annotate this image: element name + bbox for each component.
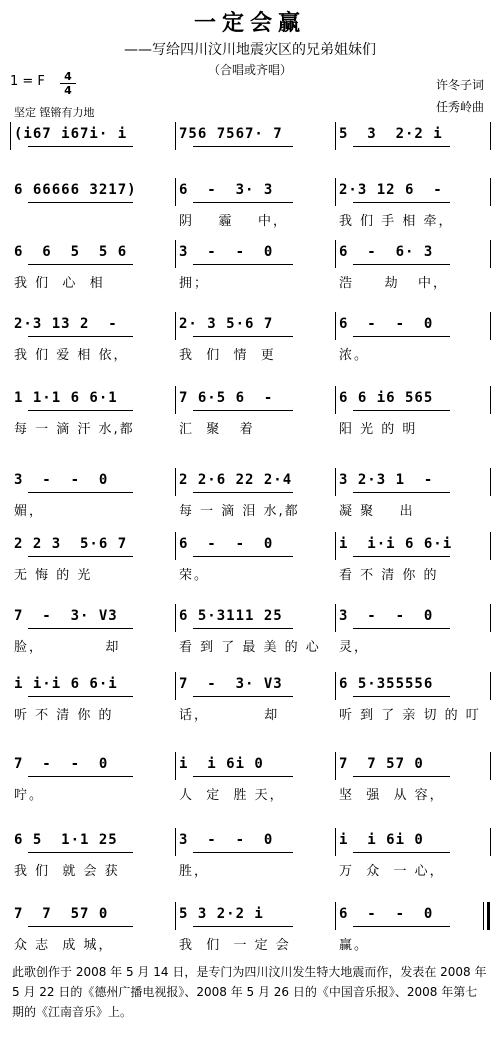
bar-line — [335, 828, 336, 856]
measure — [335, 312, 492, 338]
final-bar-thin — [483, 902, 484, 930]
score-row — [0, 752, 500, 810]
measure — [175, 752, 335, 778]
notation-line — [10, 532, 492, 560]
bar-line — [490, 122, 491, 150]
notation-line — [10, 604, 492, 632]
measure-notes: (i67 i67i· i — [14, 126, 128, 142]
measure — [335, 672, 492, 698]
measure — [10, 312, 175, 338]
notation-line — [10, 178, 492, 206]
score-row — [0, 178, 500, 236]
beam-line — [28, 264, 133, 265]
bar-line — [335, 902, 336, 930]
beam-line — [353, 264, 450, 265]
bar-line — [175, 122, 176, 150]
measure — [10, 752, 175, 778]
measure — [175, 468, 335, 494]
notation-line — [10, 312, 492, 340]
beam-line — [28, 146, 133, 147]
bar-line — [175, 386, 176, 414]
measure-notes: 6 - - 0 — [339, 316, 434, 332]
measure-notes: i i·i 6 6·i — [14, 676, 118, 692]
song-title: 一定会赢 — [193, 11, 306, 36]
beam-line — [353, 556, 450, 557]
score-row — [0, 468, 500, 526]
lyrics-line — [10, 934, 492, 952]
lyrics-line — [10, 860, 492, 878]
measure — [335, 240, 492, 266]
score-row — [0, 240, 500, 298]
lyrics-line — [10, 154, 492, 172]
measure — [175, 312, 335, 338]
beam-line — [353, 336, 450, 337]
measure-notes: 756 7567· 7 — [179, 126, 283, 142]
lyric-segment: 阴 霾 中， — [179, 214, 289, 229]
bar-line — [175, 604, 176, 632]
beam-line — [28, 336, 133, 337]
measure-notes: 3 2·3 1 - — [339, 472, 434, 488]
measure-notes: 6 66666 3217) — [14, 182, 137, 198]
measure-notes: i i 6i 0 — [179, 756, 264, 772]
lyric-segment: 脸， 却 — [14, 640, 121, 655]
measure — [335, 604, 492, 630]
beam-line — [193, 696, 293, 697]
measure-notes: 2 2·6 22 2·4 — [179, 472, 293, 488]
lyrics-line — [10, 564, 492, 582]
measure — [335, 468, 492, 494]
score-row — [0, 902, 500, 960]
lyric-segment: 媚， — [14, 504, 45, 519]
lyric-segment: 我 们 一 定 会 — [179, 938, 291, 953]
bar-line — [335, 604, 336, 632]
measure-notes: 7 - - 0 — [14, 756, 109, 772]
lyric-segment: 赢。 — [339, 938, 370, 953]
final-bar-line — [487, 902, 490, 930]
beam-line — [353, 628, 450, 629]
beam-line — [28, 852, 133, 853]
lyric-segment: 荣。 — [179, 568, 210, 583]
bar-line — [490, 240, 491, 268]
notation-line — [10, 672, 492, 700]
measure — [335, 386, 492, 412]
measure-notes: 7 6·5 6 - — [179, 390, 274, 406]
time-signature — [60, 70, 76, 97]
bar-line — [175, 672, 176, 700]
notation-line — [10, 752, 492, 780]
measure-notes: 3 - - 0 — [339, 608, 434, 624]
measure — [335, 122, 492, 148]
bar-line — [335, 240, 336, 268]
measure — [10, 240, 175, 266]
measure — [10, 604, 175, 630]
score-row — [0, 672, 500, 730]
bar-line — [335, 312, 336, 340]
beam-line — [28, 926, 133, 927]
bar-line — [175, 902, 176, 930]
bar-line — [490, 468, 491, 496]
song-subtitle: ——写给四川汶川地震灾区的兄弟姐妹们 — [124, 42, 376, 58]
measure — [335, 532, 492, 558]
lyrics-line — [10, 210, 492, 228]
lyric-segment: 我 们 情 更 — [179, 348, 276, 363]
measure-notes: 6 - 3· 3 — [179, 182, 274, 198]
beam-line — [193, 492, 293, 493]
beam-line — [28, 202, 133, 203]
lyric-segment: 听 不 清 你 的 — [14, 708, 114, 723]
lyrics-line — [10, 784, 492, 802]
bar-line — [175, 532, 176, 560]
measure-notes: i i·i 6 6·i — [339, 536, 453, 552]
beam-line — [353, 146, 450, 147]
beam-line — [353, 492, 450, 493]
lyric-segment: 万 众 一 心， — [339, 864, 445, 879]
bar-line — [175, 312, 176, 340]
performance-note: （合唱或齐唱） — [207, 63, 292, 77]
lyric-segment: 咛。 — [14, 788, 45, 803]
measure — [335, 752, 492, 778]
beam-line — [353, 410, 450, 411]
bar-line — [490, 312, 491, 340]
measure — [175, 672, 335, 698]
measure-notes: 6 - - 0 — [339, 906, 434, 922]
bar-line — [175, 752, 176, 780]
beam-line — [193, 264, 293, 265]
lyrics-line — [10, 418, 492, 436]
lyrics-line — [10, 636, 492, 654]
bar-line — [175, 468, 176, 496]
measure-notes: 5 3 2·2 i — [179, 906, 264, 922]
lyric-segment: 浓。 — [339, 348, 370, 363]
beam-line — [28, 556, 133, 557]
notation-line — [10, 122, 492, 150]
bar-line — [490, 532, 491, 560]
measure — [10, 178, 175, 204]
lyric-segment: 拥； — [179, 276, 210, 291]
bar-line — [490, 828, 491, 856]
measure-notes: 7 7 57 0 — [14, 906, 109, 922]
measure-notes: 2·3 12 6 - — [339, 182, 443, 198]
lyrics-line — [10, 704, 492, 722]
notation-line — [10, 386, 492, 414]
measure-notes: 6 6 i6 565 — [339, 390, 434, 406]
time-bottom: 4 — [64, 84, 72, 97]
measure — [175, 178, 335, 204]
start-bar-line — [10, 122, 11, 150]
lyric-segment: 每 一 滴 泪 水,都 — [179, 504, 300, 519]
beam-line — [353, 202, 450, 203]
score-row — [0, 312, 500, 370]
measure — [335, 902, 492, 928]
measure-notes: 3 - - 0 — [14, 472, 109, 488]
lyric-segment: 话， 却 — [179, 708, 280, 723]
lyrics-line — [10, 344, 492, 362]
lyric-segment: 每 一 滴 汗 水,都 — [14, 422, 135, 437]
beam-line — [28, 628, 133, 629]
bar-line — [175, 240, 176, 268]
beam-line — [193, 410, 293, 411]
measure-notes: 6 - - 0 — [179, 536, 274, 552]
lyric-segment: 胜， — [179, 864, 210, 879]
lyric-segment: 阳 光 的 明 — [339, 422, 418, 437]
beam-line — [193, 852, 293, 853]
measure-notes: 3 - - 0 — [179, 832, 274, 848]
beam-line — [28, 776, 133, 777]
measure-notes: 6 5 1·1 25 — [14, 832, 118, 848]
bar-line — [490, 672, 491, 700]
measure-notes: 3 - - 0 — [179, 244, 274, 260]
measure — [10, 532, 175, 558]
bar-line — [335, 532, 336, 560]
measure-notes: 2·3 13 2 - — [14, 316, 118, 332]
lyric-segment: 看 不 清 你 的 — [339, 568, 439, 583]
footnote: 此歌创作于 2008 年 5 月 14 日，是专门为四川汶川发生特大地震而作，发表在 2008 年 5 月 22 日的《德州广播电视报》、2008 年 5 月 26 日的《中国音乐报》、2008 年第七期的《江南音乐》上。 — [12, 965, 487, 1019]
measure — [10, 468, 175, 494]
beam-line — [28, 410, 133, 411]
measure-notes: 6 - 6· 3 — [339, 244, 434, 260]
measure-notes: 2 2 3 5·6 7 — [14, 536, 128, 552]
lyric-segment: 看 到 了 最 美 的 心 — [179, 640, 321, 655]
measure — [175, 122, 335, 148]
measure-notes: 7 7 57 0 — [339, 756, 424, 772]
bar-line — [335, 178, 336, 206]
beam-line — [353, 926, 450, 927]
lyric-segment: 坚 强 从 容， — [339, 788, 445, 803]
measure — [335, 828, 492, 854]
bar-line — [490, 604, 491, 632]
measure-notes: 5 3 2·2 i — [339, 126, 443, 142]
beam-line — [193, 926, 293, 927]
tempo-marking: 坚定 铿锵有力地 — [14, 106, 95, 119]
bar-line — [335, 386, 336, 414]
measure — [175, 828, 335, 854]
measure-notes: 6 5·355556 — [339, 676, 434, 692]
lyricist-credit: 许冬子词 — [435, 78, 484, 92]
beam-line — [193, 628, 293, 629]
measure-notes: 7 - 3· V3 — [179, 676, 283, 692]
lyric-segment: 汇 聚 着 — [179, 422, 255, 437]
beam-line — [28, 696, 133, 697]
beam-line — [193, 556, 293, 557]
bar-line — [175, 828, 176, 856]
lyric-segment: 无 悔 的 光 — [14, 568, 93, 583]
score-row — [0, 604, 500, 662]
score-row — [0, 828, 500, 886]
lyric-segment: 众 志 成 城， — [14, 938, 114, 953]
lyric-segment: 我 们 爱 相 依， — [14, 348, 129, 363]
lyric-segment: 人 定 胜 天， — [179, 788, 285, 803]
measure — [10, 672, 175, 698]
score-row — [0, 122, 500, 180]
lyric-segment: 我 们 手 相 牵， — [339, 214, 454, 229]
beam-line — [193, 336, 293, 337]
lyrics-line — [10, 500, 492, 518]
bar-line — [335, 122, 336, 150]
measure — [10, 902, 175, 928]
notation-line — [10, 828, 492, 856]
notation-line — [10, 902, 492, 930]
beam-line — [353, 852, 450, 853]
beam-line — [353, 776, 450, 777]
measure — [10, 828, 175, 854]
measure-notes: 6 6 5 5 6 — [14, 244, 128, 260]
measure — [175, 240, 335, 266]
measure — [335, 178, 492, 204]
bar-line — [490, 178, 491, 206]
score-row — [0, 532, 500, 590]
notation-line — [10, 468, 492, 496]
lyric-segment: 灵， — [339, 640, 370, 655]
bar-line — [335, 672, 336, 700]
measure-notes: 6 5·3111 25 — [179, 608, 283, 624]
lyric-segment: 我 们 就 会 获 — [14, 864, 120, 879]
bar-line — [335, 468, 336, 496]
beam-line — [193, 146, 293, 147]
measure — [10, 386, 175, 412]
measure — [175, 604, 335, 630]
measure — [175, 386, 335, 412]
lyric-segment: 浩 劫 中， — [339, 276, 449, 291]
notation-line — [10, 240, 492, 268]
measure — [10, 122, 175, 148]
composer-credit: 任秀岭曲 — [435, 100, 484, 114]
lyric-segment: 听 到 了 亲 切 的 叮 — [339, 708, 481, 723]
bar-line — [335, 752, 336, 780]
bar-line — [490, 386, 491, 414]
beam-line — [353, 696, 450, 697]
measure-notes: 7 - 3· V3 — [14, 608, 118, 624]
key-signature: 1 = F — [10, 74, 45, 89]
measure — [175, 902, 335, 928]
score-row — [0, 386, 500, 444]
measure-notes: i i 6i 0 — [339, 832, 424, 848]
lyric-segment: 我 们 心 相 — [14, 276, 105, 291]
lyric-segment: 凝 聚 出 — [339, 504, 415, 519]
lyrics-line — [10, 272, 492, 290]
measure-notes: 1 1·1 6 6·1 — [14, 390, 118, 406]
time-top: 4 — [60, 70, 76, 84]
measure-notes: 2· 3 5·6 7 — [179, 316, 274, 332]
measure — [175, 532, 335, 558]
beam-line — [28, 492, 133, 493]
bar-line — [175, 178, 176, 206]
beam-line — [193, 202, 293, 203]
beam-line — [193, 776, 293, 777]
bar-line — [490, 752, 491, 780]
